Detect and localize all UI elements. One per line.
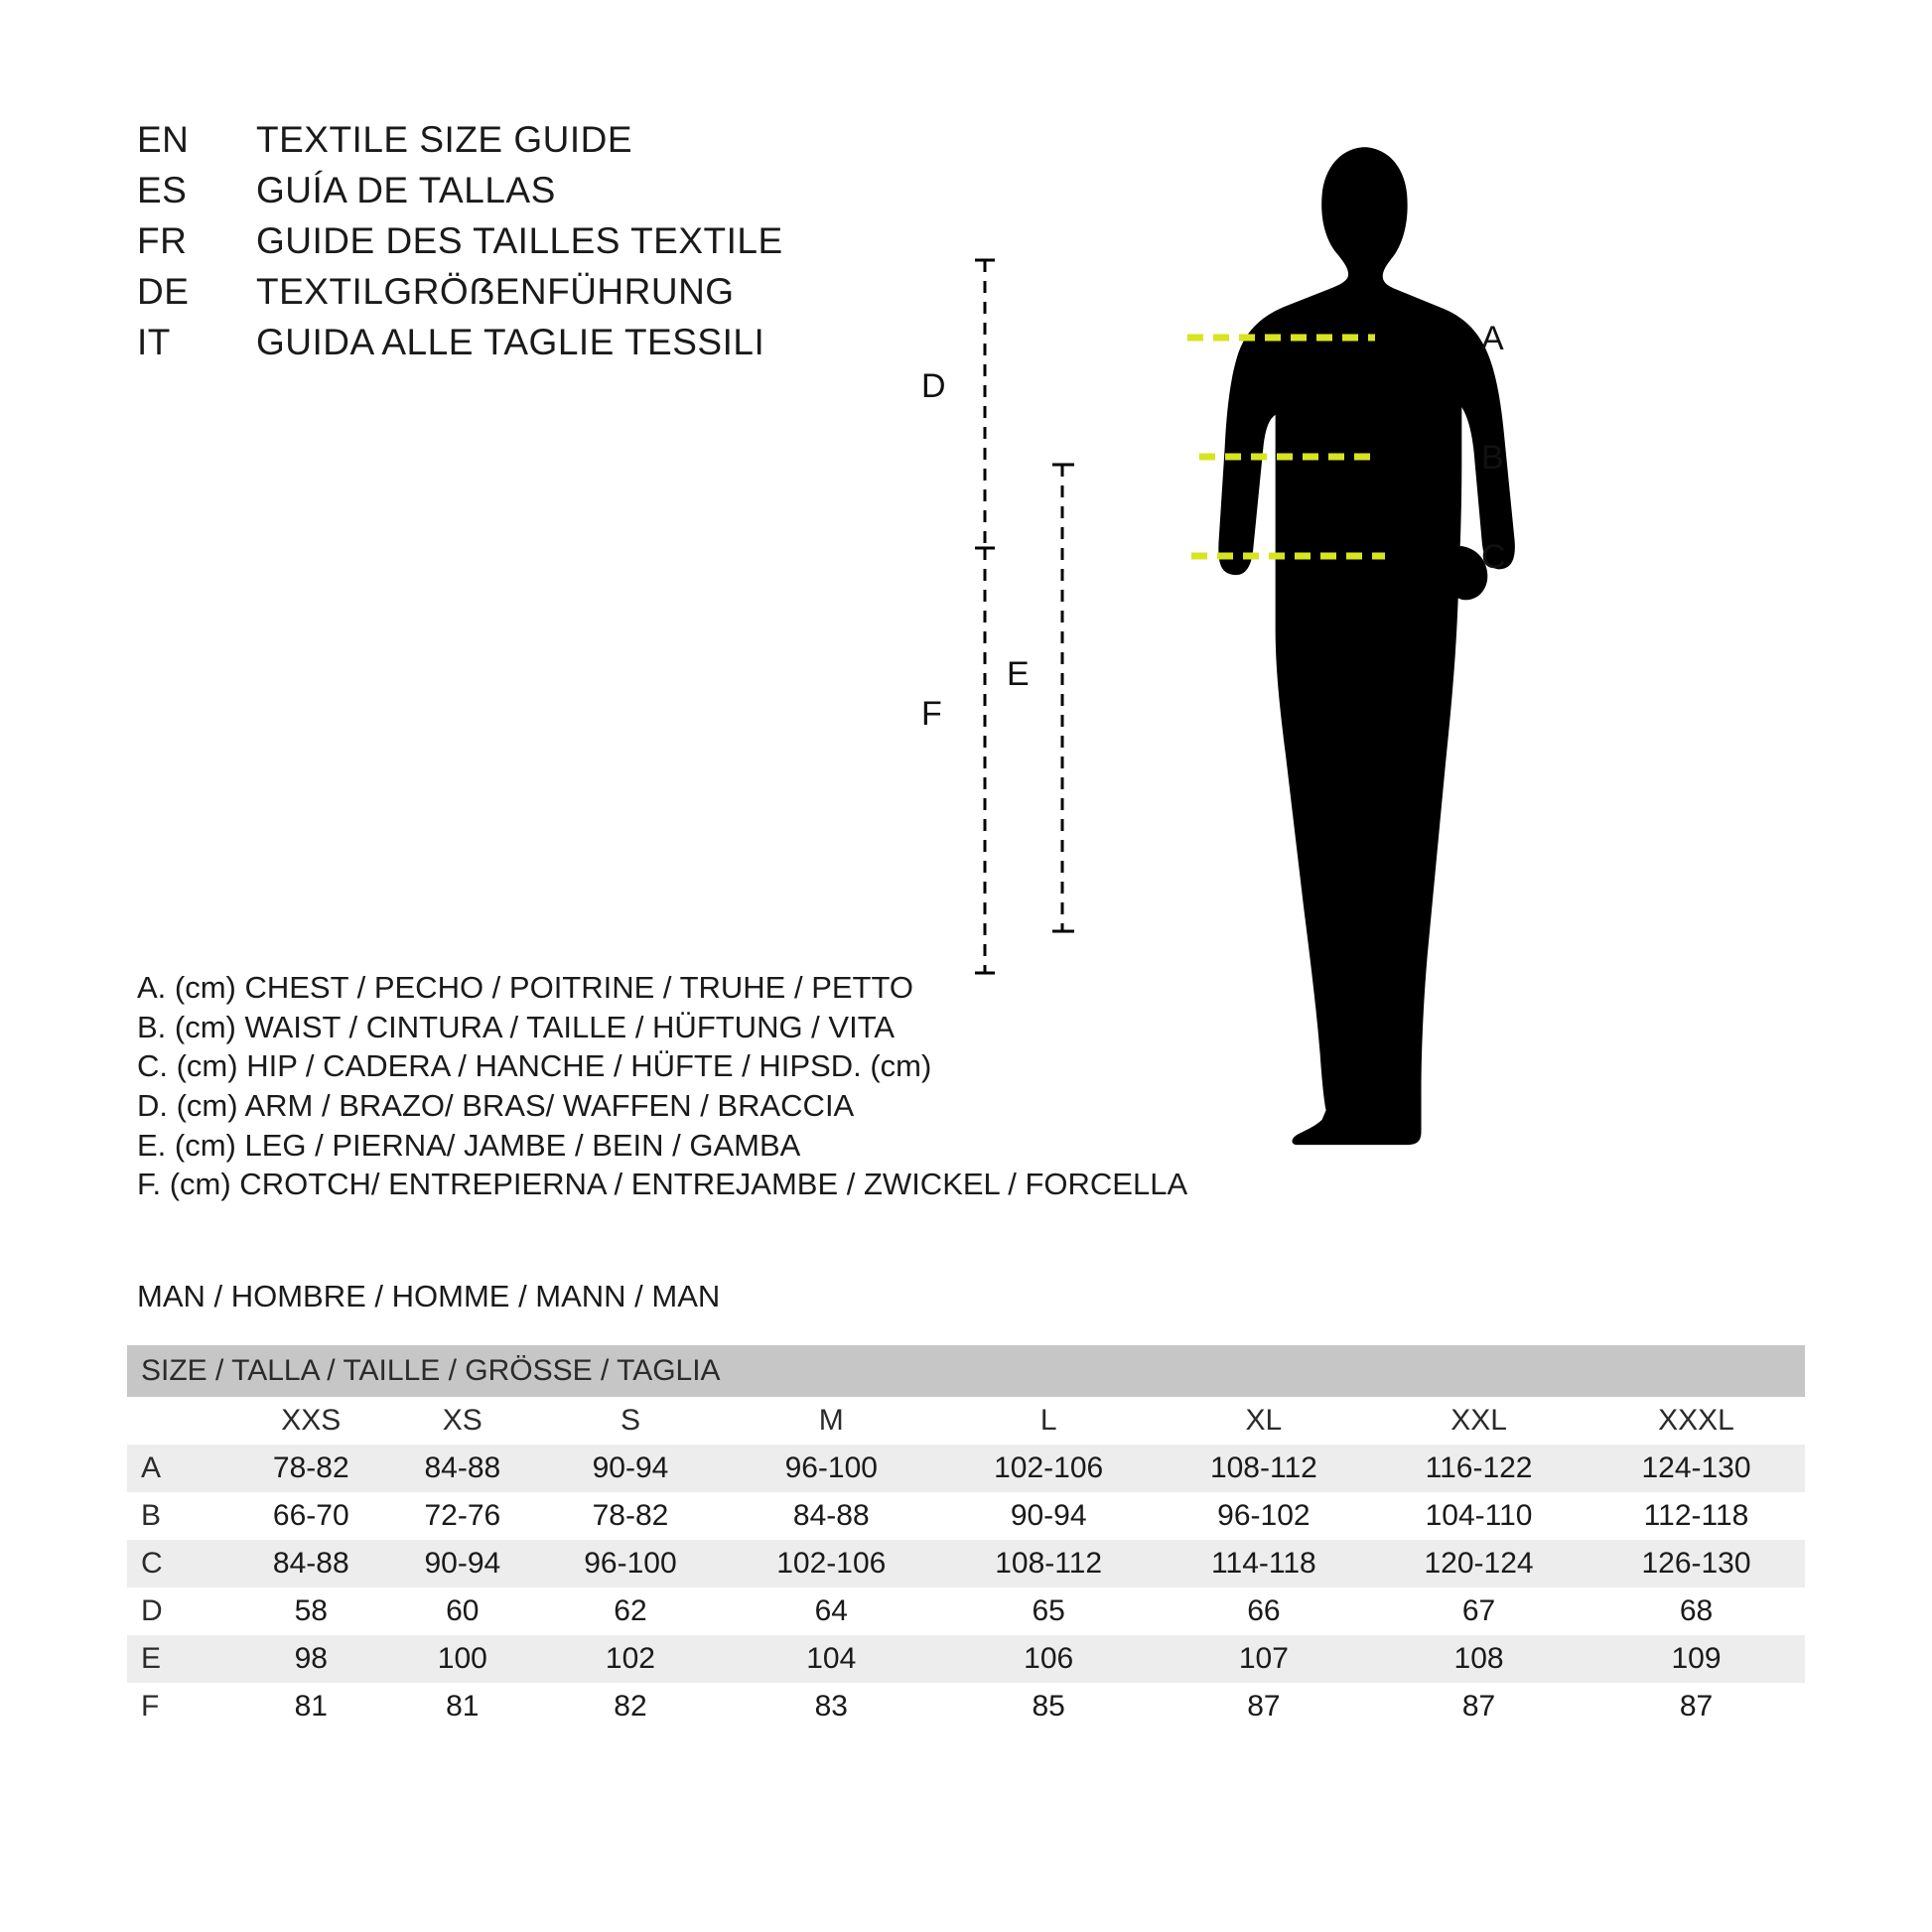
- table-row: [127, 1587, 1805, 1635]
- size-col-xs: XS: [387, 1397, 539, 1445]
- cell-d-xs: 60: [446, 1594, 480, 1627]
- cell-a-xxl: 116-122: [1370, 1445, 1587, 1492]
- title-lang-it: IT: [137, 322, 171, 362]
- cell-e-xxs: 98: [235, 1635, 387, 1683]
- cell-f-xxxl: 87: [1679, 1690, 1714, 1723]
- cell-b-l: 90-94: [1010, 1499, 1087, 1532]
- table-row: [127, 1635, 1805, 1683]
- cell-a-xs: 84-88: [387, 1445, 539, 1492]
- cell-e-xxl: 108: [1370, 1635, 1587, 1683]
- cell-e-xxxl: 109: [1587, 1635, 1805, 1683]
- table-row: [127, 1683, 1805, 1730]
- bracket-e: [1007, 465, 1074, 931]
- row-label-f: F: [141, 1690, 160, 1723]
- title-lang-es: ES: [137, 170, 188, 210]
- legend-item-d: D. (cm) ARM / BRAZO/ BRAS/ WAFFEN / BRACCIA: [137, 1088, 855, 1124]
- cell-c-xl: 114-118: [1158, 1540, 1370, 1587]
- cell-d-s: 62: [614, 1594, 647, 1627]
- title-row: [137, 322, 951, 363]
- bracket-f: [921, 548, 995, 973]
- cell-b-xs: 72-76: [424, 1499, 501, 1532]
- title-row: [137, 170, 951, 211]
- table-row: [127, 1492, 1805, 1540]
- size-col-s: S: [538, 1397, 723, 1445]
- cell-a-m: 96-100: [723, 1445, 940, 1492]
- title-text-fr: GUIDE DES TAILLES TEXTILE: [256, 220, 783, 261]
- cell-f-xxs: 81: [294, 1690, 328, 1723]
- callout-label-c: C: [1481, 538, 1506, 576]
- table-row: [127, 1540, 1805, 1587]
- row-label-c: C: [127, 1540, 235, 1587]
- size-col-xxs: XXS: [235, 1397, 387, 1445]
- title-lang-fr: FR: [137, 220, 188, 261]
- legend-item-a: A. (cm) CHEST / PECHO / POITRINE / TRUHE / PETTO: [137, 970, 913, 1005]
- table-header-row: [127, 1345, 1805, 1397]
- callout-label-b: B: [1481, 439, 1504, 477]
- title-text-it: GUIDA ALLE TAGLIE TESSILI: [256, 322, 765, 362]
- cell-d-xxxl: 68: [1679, 1594, 1714, 1627]
- table-row: [127, 1445, 1805, 1492]
- cell-a-s: 90-94: [538, 1445, 723, 1492]
- cell-e-xs: 100: [387, 1635, 539, 1683]
- legend-item-c: C. (cm) HIP / CADERA / HANCHE / HÜFTE / HIPSD. (cm): [137, 1048, 932, 1084]
- cell-b-xxxl: 112-118: [1643, 1499, 1749, 1532]
- cell-f-xxl: 87: [1461, 1690, 1496, 1723]
- svg-text:E: E: [1007, 655, 1030, 693]
- cell-c-m: 102-106: [723, 1540, 940, 1587]
- title-row: [137, 220, 951, 262]
- legend-item-f: F. (cm) CROTCH/ ENTREPIERNA / ENTREJAMBE / ZWICKEL / FORCELLA: [137, 1167, 1188, 1202]
- size-col-xl: XL: [1158, 1397, 1370, 1445]
- size-table: [127, 1345, 1805, 1730]
- cell-b-xxs: 66-70: [272, 1499, 349, 1532]
- title-block: [137, 119, 951, 372]
- callout-label-a: A: [1481, 320, 1504, 357]
- cell-f-l: 85: [1032, 1690, 1065, 1723]
- cell-a-xxxl: 124-130: [1587, 1445, 1805, 1492]
- cell-c-xxl: 120-124: [1370, 1540, 1587, 1587]
- legend-item-e: E. (cm) LEG / PIERNA/ JAMBE / BEIN / GAMBA: [137, 1127, 801, 1163]
- title-text-de: TEXTILGRÖẞENFÜHRUNG: [256, 271, 735, 312]
- row-label-d: D: [141, 1594, 163, 1627]
- cell-b-xxl: 104-110: [1425, 1499, 1533, 1532]
- cell-a-l: 102-106: [940, 1445, 1158, 1492]
- table-sizes-row: [127, 1397, 1805, 1445]
- row-label-b: B: [141, 1499, 162, 1532]
- cell-d-xxs: 58: [294, 1594, 328, 1627]
- title-row: [137, 119, 951, 161]
- title-lang-de: DE: [137, 271, 190, 312]
- sizes-row-corner: [127, 1397, 235, 1445]
- row-label-e: E: [127, 1635, 235, 1683]
- svg-text:F: F: [921, 695, 942, 733]
- cell-d-xxl: 67: [1461, 1594, 1496, 1627]
- cell-e-l: 106: [940, 1635, 1158, 1683]
- table-header-label: SIZE / TALLA / TAILLE / GRÖSSE / TAGLIA: [127, 1345, 1805, 1397]
- cell-d-m: 64: [814, 1594, 848, 1627]
- cell-d-l: 65: [1032, 1594, 1065, 1627]
- cell-c-l: 108-112: [940, 1540, 1158, 1587]
- cell-d-xl: 66: [1247, 1594, 1281, 1627]
- legend-block: [137, 968, 1229, 1204]
- cell-c-s: 96-100: [538, 1540, 723, 1587]
- title-text-es: GUÍA DE TALLAS: [256, 170, 556, 210]
- size-col-xxxl: XXXL: [1587, 1397, 1805, 1445]
- man-silhouette-icon: [1218, 147, 1515, 1145]
- size-col-l: L: [940, 1397, 1158, 1445]
- cell-c-xxxl: 126-130: [1587, 1540, 1805, 1587]
- gender-label: MAN / HOMBRE / HOMME / MANN / MAN: [137, 1279, 721, 1313]
- cell-e-m: 104: [723, 1635, 940, 1683]
- cell-a-xxs: 78-82: [235, 1445, 387, 1492]
- size-col-xxl: XXL: [1370, 1397, 1587, 1445]
- cell-c-xs: 90-94: [387, 1540, 539, 1587]
- title-row: [137, 271, 951, 313]
- cell-b-m: 84-88: [792, 1499, 870, 1532]
- cell-b-s: 78-82: [592, 1499, 669, 1532]
- title-text-en: TEXTILE SIZE GUIDE: [256, 119, 633, 160]
- cell-e-xl: 107: [1158, 1635, 1370, 1683]
- size-col-m: M: [723, 1397, 940, 1445]
- title-lang-en: EN: [137, 119, 190, 160]
- cell-a-xl: 108-112: [1158, 1445, 1370, 1492]
- cell-f-xl: 87: [1247, 1690, 1281, 1723]
- cell-f-s: 82: [614, 1690, 647, 1723]
- svg-text:D: D: [921, 367, 946, 405]
- cell-b-xl: 96-102: [1217, 1499, 1311, 1532]
- cell-f-m: 83: [814, 1690, 848, 1723]
- row-label-a: A: [127, 1445, 235, 1492]
- cell-e-s: 102: [538, 1635, 723, 1683]
- cell-f-xs: 81: [446, 1690, 480, 1723]
- cell-c-xxs: 84-88: [235, 1540, 387, 1587]
- legend-item-b: B. (cm) WAIST / CINTURA / TAILLE / HÜFTUNG / VITA: [137, 1009, 896, 1044]
